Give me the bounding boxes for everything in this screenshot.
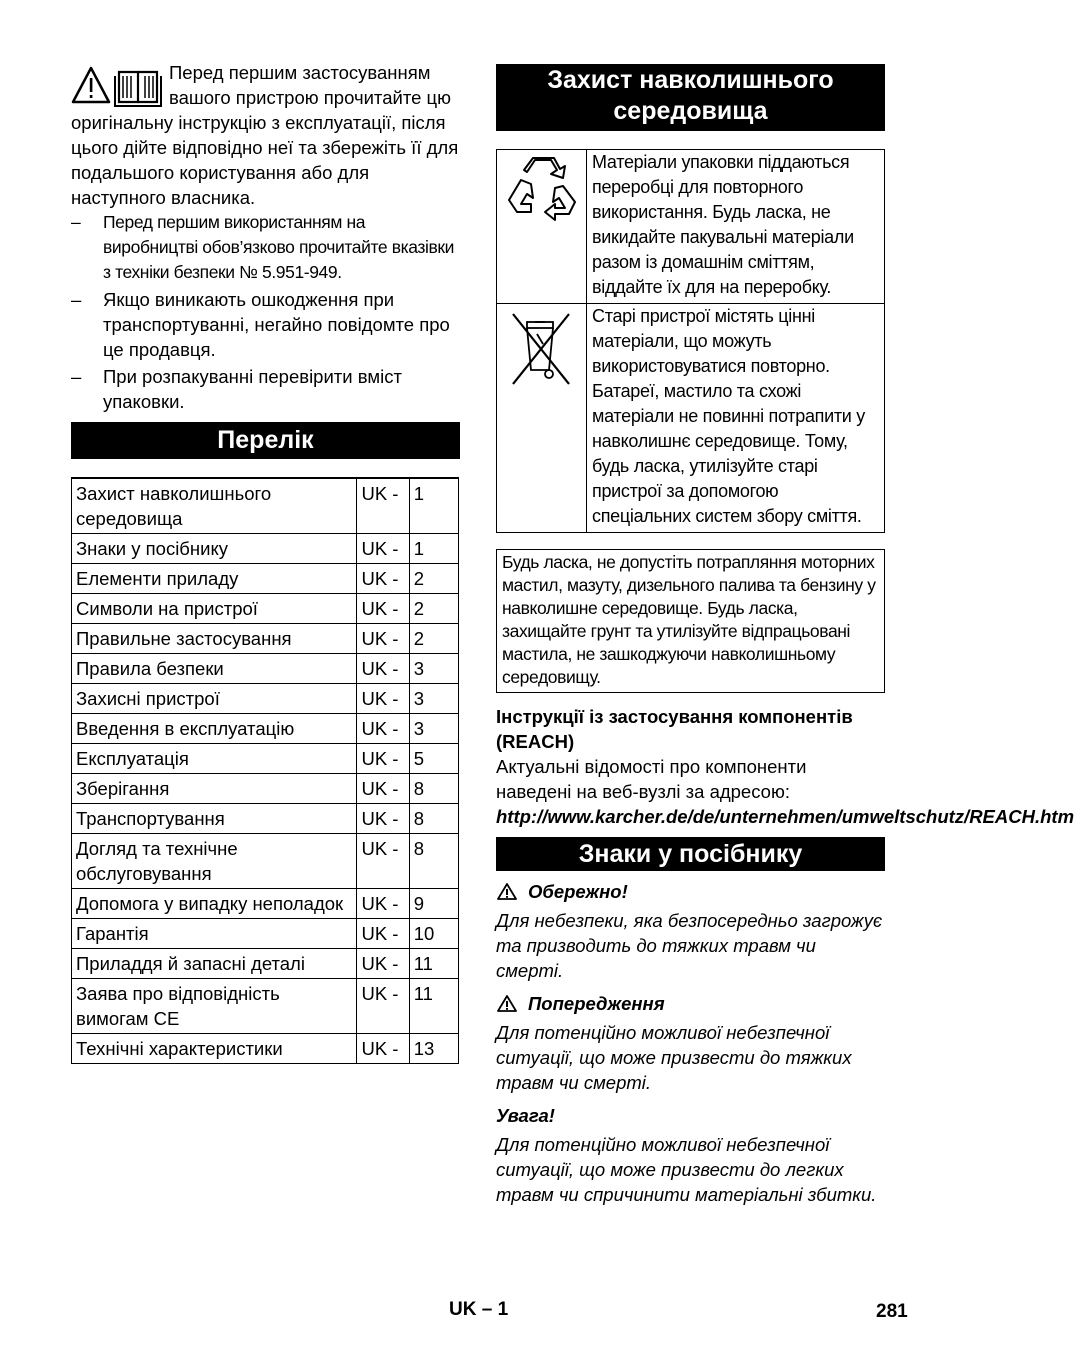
toc-entry-title: Транспортування <box>72 804 357 834</box>
toc-entry-title: Зберігання <box>72 774 357 804</box>
toc-entry-page: 1 <box>409 478 458 534</box>
toc-entry-title: Допомога у випадку неполадок <box>72 889 357 919</box>
warning-label: Попередження <box>496 991 885 1016</box>
warning-read-manual-icon <box>71 64 161 108</box>
toc-entry-prefix: UK - <box>357 594 409 624</box>
table-row <box>72 979 459 1034</box>
toc-entry-title: Правила безпеки <box>72 654 357 684</box>
toc-entry-prefix: UK - <box>357 1034 409 1064</box>
disposal-text: Старі пристрої містять цінні матеріали, що можуть використовуватися повторно. Батареї, мастило та схожі матеріали не повинні потрапити у навколишнє середовище. Тому, будь ласка, утилізуйте старі пристрої за допомогою спеціальних систем збору сміття. <box>587 304 885 533</box>
intro-icons <box>71 64 161 108</box>
reach-url[interactable]: http://www.karcher.de/de/unternehmen/umweltschutz/REACH.htm <box>496 806 1074 827</box>
table-row <box>72 624 459 654</box>
toc-entry-prefix: UK - <box>357 684 409 714</box>
warning-text: Для потенційно можливої небезпечної ситуації, що може призвести до тяжких травм чи смерті. <box>496 1022 852 1093</box>
table-row <box>72 714 459 744</box>
table-row <box>497 304 885 533</box>
warning-triangle-icon <box>496 994 518 1013</box>
toc-entry-page: 11 <box>409 979 458 1034</box>
toc-entry-page: 13 <box>409 1034 458 1064</box>
toc-entry-page: 2 <box>409 624 458 654</box>
toc-entry-prefix: UK - <box>357 564 409 594</box>
toc-entry-prefix: UK - <box>357 979 409 1034</box>
table-row <box>72 744 459 774</box>
toc-entry-prefix: UK - <box>357 949 409 979</box>
table-row <box>72 684 459 714</box>
toc-entry-page: 9 <box>409 889 458 919</box>
table-row <box>72 478 459 534</box>
toc-entry-title: Правильне застосування <box>72 624 357 654</box>
toc-entry-page: 5 <box>409 744 458 774</box>
left-column <box>71 60 460 1064</box>
table-row <box>72 1034 459 1064</box>
table-row <box>497 150 885 304</box>
list-item: – Перед першим використанням на виробництві обов’язково прочитайте вказівки з техніки безпеки № 5.951-949. <box>71 210 460 285</box>
toc-entry-title: Елементи приладу <box>72 564 357 594</box>
footer-section-ref: UK – 1 <box>449 1299 509 1320</box>
environment-table <box>496 149 885 533</box>
toc-entry-prefix: UK - <box>357 478 409 534</box>
crossed-bin-icon <box>497 304 586 394</box>
table-row <box>72 834 459 889</box>
toc-entry-prefix: UK - <box>357 804 409 834</box>
toc-entry-prefix: UK - <box>357 624 409 654</box>
toc-entry-title: Захисні пристрої <box>72 684 357 714</box>
toc-entry-page: 1 <box>409 534 458 564</box>
reach-text: Актуальні відомості про компоненти наведені на веб-вузлі за адресою: <box>496 756 807 802</box>
toc-entry-page: 8 <box>409 834 458 889</box>
warning-triangle-icon <box>496 882 518 901</box>
list-item: – Якщо виникають ошкодження при транспортуванні, негайно повідомте про це продавця. <box>71 287 460 362</box>
toc-entry-page: 3 <box>409 714 458 744</box>
toc-entry-page: 10 <box>409 919 458 949</box>
intro <box>71 60 460 210</box>
toc-entry-title: Експлуатація <box>72 744 357 774</box>
table-row <box>72 594 459 624</box>
toc-entry-page: 2 <box>409 564 458 594</box>
toc-entry-page: 8 <box>409 774 458 804</box>
toc-entry-title: Гарантія <box>72 919 357 949</box>
danger-label: Обережно! <box>496 879 885 904</box>
caution-label: Увага! <box>496 1105 555 1126</box>
toc-table <box>71 477 459 1064</box>
toc-entry-title: Технічні характеристики <box>72 1034 357 1064</box>
danger-text: Для небезпеки, яка безпосередньо загрожує та призводить до тяжких травм чи смерті. <box>496 910 883 981</box>
table-row <box>72 949 459 979</box>
toc-entry-prefix: UK - <box>357 744 409 774</box>
table-row <box>72 774 459 804</box>
toc-entry-page: 11 <box>409 949 458 979</box>
oil-notice: Будь ласка, не допустіть потрапляння моторних мастил, мазуту, дизельного палива та бензину у навколишне середовище. Будь ласка, захищайте грунт та утилізуйте відпрацьовані мастила, не зашкоджуючи навколишньому середовищу. <box>496 549 885 693</box>
toc-entry-page: 3 <box>409 654 458 684</box>
toc-entry-title: Догляд та технічне обслуговування <box>72 834 357 889</box>
recycle-icon <box>497 150 586 250</box>
toc-entry-page: 3 <box>409 684 458 714</box>
table-row <box>72 804 459 834</box>
recycle-icon-cell <box>497 150 587 304</box>
toc-entry-page: 2 <box>409 594 458 624</box>
toc-entry-title: Введення в експлуатацію <box>72 714 357 744</box>
toc-heading: Перелік <box>71 422 460 459</box>
reach-title: Інструкції із застосування компонентів (REACH) <box>496 706 853 752</box>
toc-entry-title: Символи на пристрої <box>72 594 357 624</box>
toc-entry-prefix: UK - <box>357 534 409 564</box>
table-row <box>72 534 459 564</box>
toc-entry-prefix: UK - <box>357 889 409 919</box>
environment-heading: Захист навколишнього середовища <box>496 64 885 131</box>
toc-entry-prefix: UK - <box>357 834 409 889</box>
recycle-text: Матеріали упаковки піддаються переробці для повторного використання. Будь ласка, не викидайте пакувальні матеріали разом із домашнім сміттям, віддайте їх для на переробку. <box>587 150 885 304</box>
toc-entry-title: Заява про відповідність вимогам CE <box>72 979 357 1034</box>
table-row <box>72 564 459 594</box>
table-row <box>72 889 459 919</box>
right-column <box>496 64 1074 1207</box>
disposal-icon-cell <box>497 304 587 533</box>
toc-entry-title: Захист навколишнього середовища <box>72 478 357 534</box>
page-number: 281 <box>876 1301 908 1322</box>
toc-entry-page: 8 <box>409 804 458 834</box>
toc-entry-prefix: UK - <box>357 774 409 804</box>
table-row <box>72 919 459 949</box>
table-row <box>72 654 459 684</box>
toc-entry-title: Приладдя й запасні деталі <box>72 949 357 979</box>
toc-entry-prefix: UK - <box>357 919 409 949</box>
list-item: – При розпакуванні перевірити вміст упаковки. <box>71 364 460 414</box>
toc-entry-prefix: UK - <box>357 714 409 744</box>
toc-entry-prefix: UK - <box>357 654 409 684</box>
intro-bullets <box>71 210 460 414</box>
signs-heading: Знаки у посібнику <box>496 837 885 871</box>
caution-text: Для потенційно можливої небезпечної ситуації, що може призвести до легких травм чи спричинити матеріальні збитки. <box>496 1134 877 1205</box>
intro-paragraph: Перед першим застосуванням вашого пристрою прочитайте цю оригінальну інструкцію з експлуатації, після цього дійте відповідно неї та збережіть її для подальшого користування або для наступного власника. <box>71 62 459 208</box>
toc-entry-title: Знаки у посібнику <box>72 534 357 564</box>
